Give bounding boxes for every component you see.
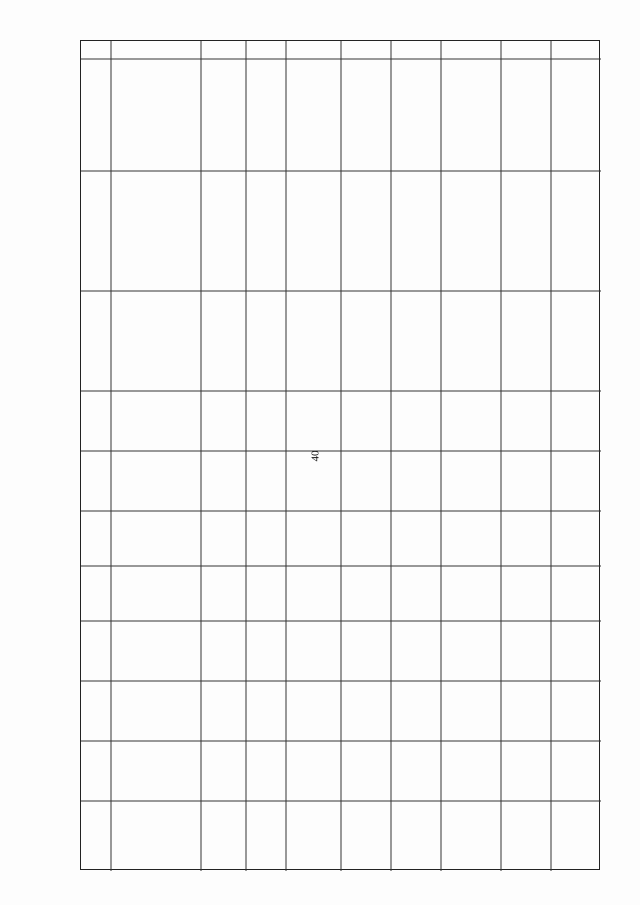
rotated-table [80, 40, 600, 870]
table-grid [81, 41, 601, 871]
page-number: 40 [309, 450, 322, 462]
